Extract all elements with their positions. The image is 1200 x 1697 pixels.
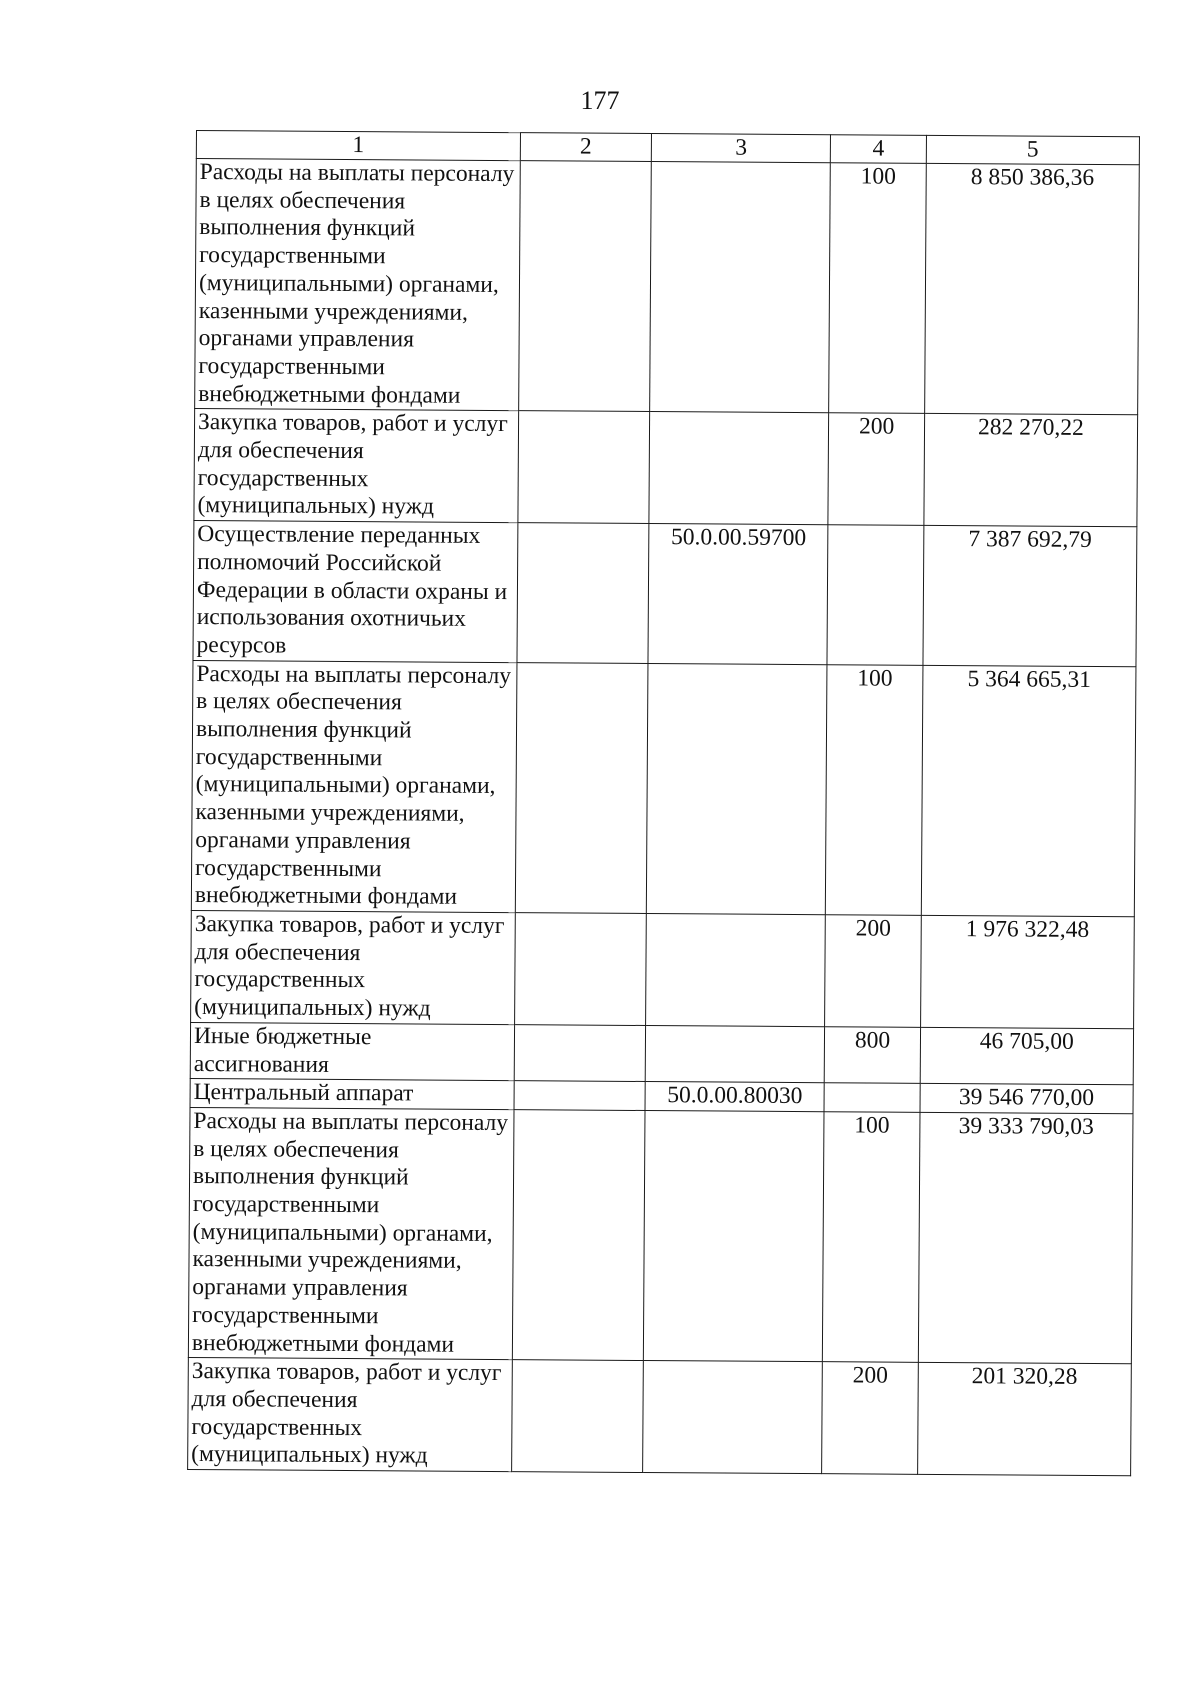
table-row bbox=[191, 660, 1136, 917]
row-type: 200 bbox=[825, 915, 921, 1027]
row-col2 bbox=[514, 913, 646, 1026]
row-col2 bbox=[517, 523, 649, 663]
row-col2 bbox=[514, 1081, 645, 1111]
row-code bbox=[646, 913, 826, 1026]
table-row bbox=[195, 159, 1140, 416]
row-name: Закупка товаров, работ и услуг для обеспечения государственных (муниципальных) нужд bbox=[188, 1358, 513, 1472]
row-code bbox=[645, 1025, 825, 1083]
row-sum: 1 976 322,48 bbox=[920, 915, 1134, 1028]
page-number: 177 bbox=[580, 86, 620, 115]
header-cell-1: 1 bbox=[196, 131, 520, 161]
header-cell-4: 4 bbox=[831, 135, 926, 164]
table-row bbox=[188, 1358, 1132, 1476]
row-col2 bbox=[512, 1110, 645, 1361]
row-sum: 282 270,22 bbox=[924, 414, 1138, 527]
header-cell-5: 5 bbox=[926, 135, 1140, 164]
row-type: 100 bbox=[823, 1112, 920, 1363]
row-name: Расходы на выплаты персоналу в целях обеспечения выполнения функций государственными (муниципальными) органами, казенными учреждениями, органами управления государственными внебюджетными фондами bbox=[191, 660, 516, 912]
table-row bbox=[190, 1022, 1133, 1085]
row-code bbox=[643, 1361, 823, 1474]
row-sum: 8 850 386,36 bbox=[924, 163, 1139, 415]
row-code bbox=[646, 663, 827, 915]
row-col2 bbox=[515, 662, 648, 913]
row-name: Закупка товаров, работ и услуг для обеспечения государственных (муниципальных) нужд bbox=[194, 409, 519, 523]
row-code: 50.0.00.80030 bbox=[645, 1082, 825, 1112]
row-type: 100 bbox=[829, 163, 926, 414]
row-col2 bbox=[514, 1024, 646, 1081]
header-cell-3: 3 bbox=[651, 134, 831, 163]
row-code bbox=[643, 1110, 824, 1362]
row-code: 50.0.00.59700 bbox=[648, 524, 828, 665]
row-sum: 7 387 692,79 bbox=[923, 525, 1137, 666]
row-type bbox=[824, 1083, 919, 1112]
table-row bbox=[193, 521, 1137, 667]
row-sum: 39 546 770,00 bbox=[920, 1084, 1134, 1114]
row-type: 200 bbox=[822, 1362, 918, 1474]
row-sum: 39 333 790,03 bbox=[918, 1112, 1133, 1364]
row-type: 100 bbox=[826, 664, 923, 915]
row-col2 bbox=[511, 1360, 643, 1473]
row-type: 200 bbox=[828, 413, 924, 525]
row-name: Расходы на выплаты персоналу в целях обеспечения выполнения функций государственными (муниципальными) органами, казенными учреждениями, органами управления государственными внебюджетными фондами bbox=[188, 1107, 513, 1359]
row-type: 800 bbox=[825, 1026, 921, 1083]
row-name: Осуществление переданных полномочий Российской Федерации в области охраны и использования охотничьих ресурсов bbox=[193, 521, 518, 663]
row-col2 bbox=[518, 161, 651, 412]
table-row bbox=[191, 910, 1135, 1028]
row-sum: 5 364 665,31 bbox=[921, 665, 1136, 917]
row-code bbox=[649, 412, 829, 525]
row-name: Закупка товаров, работ и услуг для обеспечения государственных (муниципальных) нужд bbox=[191, 910, 516, 1024]
row-name: Иные бюджетные ассигнования bbox=[190, 1022, 514, 1081]
row-name: Центральный аппарат bbox=[190, 1079, 514, 1110]
header-cell-2: 2 bbox=[520, 133, 651, 162]
row-name: Расходы на выплаты персоналу в целях обеспечения выполнения функций государственными (муниципальными) органами, казенными учреждениями, органами управления государственными внебюджетными фондами bbox=[195, 159, 520, 411]
row-col2 bbox=[518, 411, 650, 524]
row-code bbox=[650, 162, 831, 414]
budget-table bbox=[187, 130, 1140, 1476]
table-row bbox=[188, 1107, 1133, 1364]
table-row bbox=[194, 409, 1138, 527]
row-sum: 201 320,28 bbox=[917, 1363, 1131, 1476]
row-sum: 46 705,00 bbox=[920, 1027, 1134, 1085]
row-type bbox=[827, 525, 923, 665]
